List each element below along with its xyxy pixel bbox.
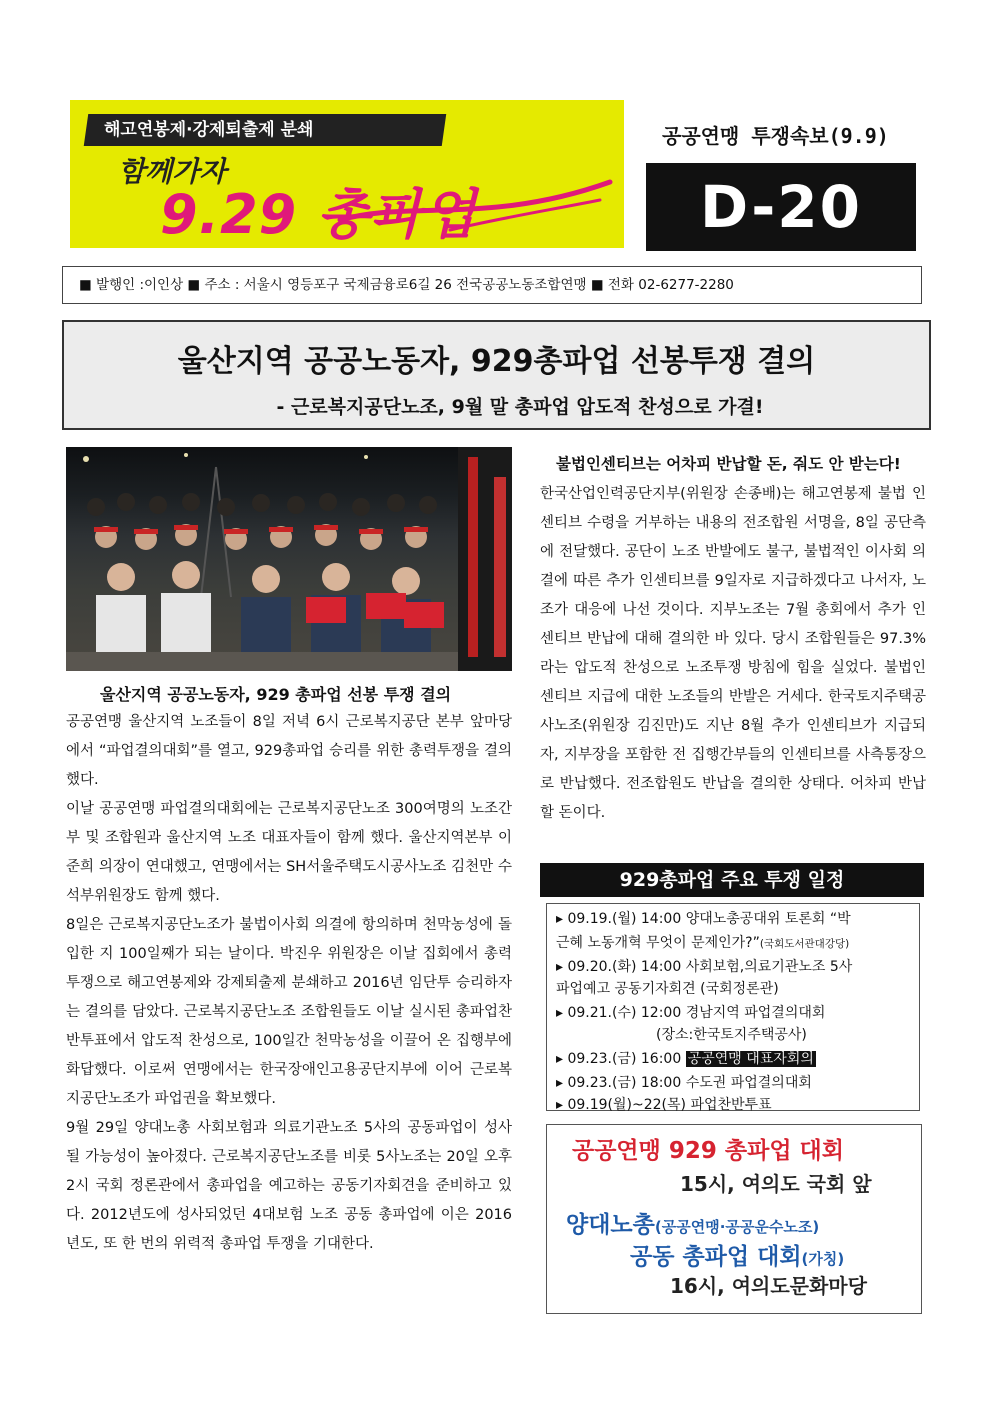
schedule-item-line xyxy=(556,1048,816,1068)
schedule-header: 929총파업 주요 투쟁 일정 xyxy=(540,863,924,897)
article-paragraph: 이날 공공연맹 파업결의대회에는 근로복지공단노조 300여명의 노조간부 및 조합원과 울산지역 노조 대표자들이 함께 했다. 울산지역본부 이준희 의장이 연대했고, 연맹에서는 SH서울주택도시공사노조 김천만 수석부위원장도 함께 했다. xyxy=(66,801,512,904)
publisher-info-bar: ■ 발행인 :이인상 ■ 주소 : 서울시 영등포구 국제금융로6길 26 전국공공노동조합연맹 ■ 전화 02-6277-2280 xyxy=(62,266,922,304)
joint-rally-main: 양대노총 xyxy=(566,1212,655,1238)
dday-counter: D-20 xyxy=(646,163,916,251)
side-article-heading: 불법인센티브는 어차피 반납할 돈, 줘도 안 받는다! xyxy=(556,455,901,473)
schedule-item-text: ▸ 09.23.(금) 16:00 xyxy=(556,1051,686,1067)
schedule-item-line: ▸ 09.19(월)~22(목) 파업찬반투표 xyxy=(556,1097,772,1113)
joint-rally-title-main: 공동 총파업 대회 xyxy=(630,1244,802,1270)
schedule-item-line: ▸ 09.21.(수) 12:00 경남지역 파업결의대회 xyxy=(556,1005,826,1021)
sub-headline: - 근로복지공단노조, 9월 말 총파업 압도적 찬성으로 가결! xyxy=(276,396,764,418)
rally-time-place: 15시, 여의도 국회 앞 xyxy=(680,1172,872,1196)
brush-swoosh-icon xyxy=(330,170,620,240)
schedule-item-highlight: 공공연맹 대표자회의 xyxy=(687,1051,814,1067)
joint-rally-time-place: 16시, 여의도문화마당 xyxy=(670,1274,867,1298)
rally-photo xyxy=(66,447,512,671)
photo-caption: 울산지역 공공노동자, 929 총파업 선봉 투쟁 결의 xyxy=(100,685,452,704)
side-article-body: 한국산업인력공단지부(위원장 손종배)는 해고연봉제 불법 인센티브 수령을 거부하는 내용의 전조합원 서명을, 8일 공단측에 전달했다. 공단이 노조 반발에도 불구, 불법적인 이사회 의결에 따른 추가 인센티브를 9일자로 지급하겠다고 나서자, 노조가 대응에 나선 것이다. 지부노조는 7월 총회에서 추가 인센티브 반납에 대해 결의한 바 있다. 당시 조합원들은 97.3%라는 압도적 찬성으로 노조투쟁 방침에 힘을 실었다. 불법인센티브 지급에 대한 노조들의 반발은 거세다. 한국토지주택공사노조(위원장 김진만)도 지난 8월 추가 인센티브가 지급되자, 지부장을 포함한 전 집행간부들의 인센티브를 사측통장으로 반납했다. 전조합원도 반납을 결의한 상태다. 어차피 반납할 돈이다. xyxy=(540,486,926,821)
article-paragraph: 공공연맹 울산지역 노조들이 8일 저녁 6시 근로복지공단 본부 앞마당에서 “파업결의대회”를 열고, 929총파업 승리를 위한 총력투쟁을 결의했다. xyxy=(66,714,512,788)
joint-rally-title xyxy=(630,1238,844,1271)
schedule-item-line: ▸ 09.20.(화) 14:00 사회보험,의료기관노조 5사 xyxy=(556,959,853,975)
schedule-item-line xyxy=(556,932,849,952)
joint-rally-title-paren: (가칭) xyxy=(801,1250,845,1268)
main-headline: 울산지역 공공노동자, 929총파업 선봉투쟁 결의 xyxy=(177,344,816,379)
article-paragraph: 8일은 근로복지공단노조가 불법이사회 의결에 항의하며 천막농성에 돌입한 지 100일째가 되는 날이다. 박진우 위원장은 이날 집회에서 총력투쟁으로 해고연봉제와 강제퇴출제 분쇄하고 2016년 임단투 승리하자는 결의를 담았다. 근로복지공단노조 조합원들도 이날 실시된 총파업찬반투표에서 압도적 찬성으로, 100일간 천막농성을 이끌어 온 집행부에 화답했다. 이로써 연맹에서는 한국장애인고용공단지부에 이어 근로복지공단노조가 파업권을 확보했다. xyxy=(66,917,512,1107)
joint-rally-paren: (공공연맹·공공운수노조) xyxy=(654,1218,820,1236)
banner-together-text: 함께가자 xyxy=(118,155,227,188)
banner-slogan: 해고연봉제·강제퇴출제 분쇄 xyxy=(84,114,446,146)
schedule-item-line: (장소:한국토지주택공사) xyxy=(656,1027,807,1043)
joint-rally-organizers xyxy=(566,1206,819,1239)
schedule-item-line: 파업예고 공동기자회견 (국회정론관) xyxy=(556,981,779,997)
banner-main-text: 9.29 총파업 xyxy=(160,183,477,246)
side-article xyxy=(540,480,926,828)
schedule-item-line: ▸ 09.19.(월) 14:00 양대노총공대위 토론회 “박 xyxy=(556,911,851,927)
left-article xyxy=(66,708,512,1259)
rally-title: 공공연맹 929 총파업 대회 xyxy=(572,1138,844,1164)
bulletin-title: 공공연맹 투쟁속보(9.9) xyxy=(662,124,889,148)
schedule-item-line: ▸ 09.23.(금) 18:00 수도권 파업결의대회 xyxy=(556,1075,812,1091)
rally-crowd-image xyxy=(66,447,512,671)
schedule-item-text: 근혜 노동개혁 무엇이 문제인가?” xyxy=(556,935,760,951)
schedule-item-note: (국회도서관대강당) xyxy=(759,938,850,950)
article-paragraph: 9월 29일 양대노총 사회보험과 의료기관노조 5사의 공동파업이 성사될 가능성이 높아졌다. 근로복지공단노조를 비롯 5사노조는 20일 오후 2시 국회 정론관에서 총파업을 예고하는 공동기자회견을 준비하고 있다. 2012년도에 성사되었던 4대보험 노조 공동 총파업에 이은 2016년도, 또 한 번의 위력적 총파업 투쟁을 기대한다. xyxy=(66,1120,512,1252)
